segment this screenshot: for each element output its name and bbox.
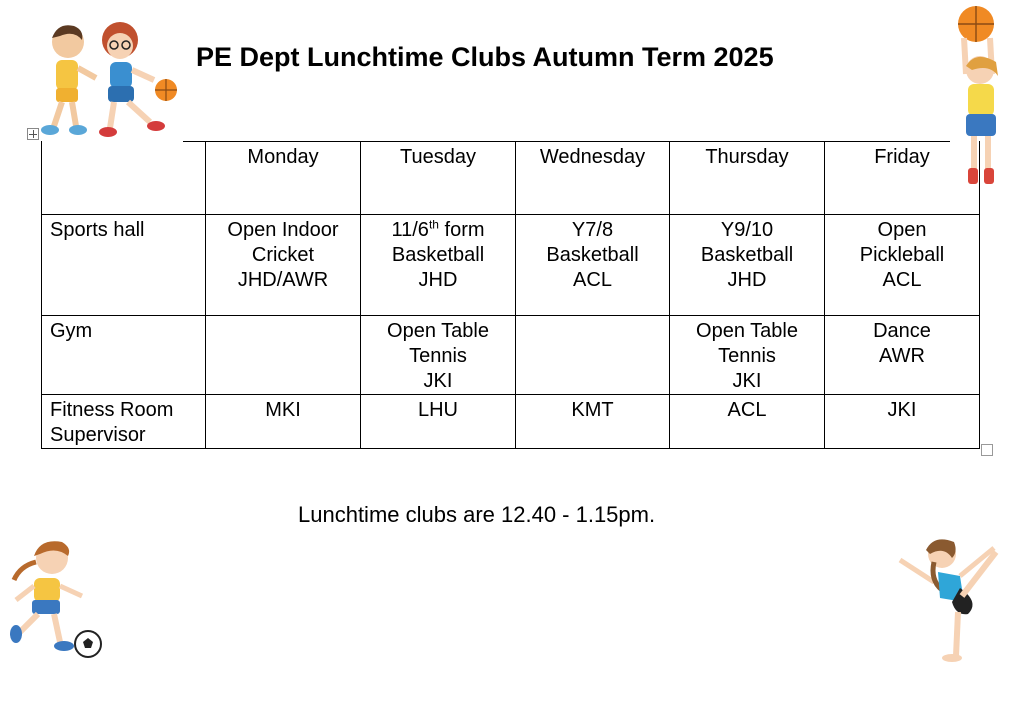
page-title: PE Dept Lunchtime Clubs Autumn Term 2025 [196, 42, 774, 72]
basketball-kids-icon [38, 18, 180, 142]
header-monday: Monday [206, 142, 361, 215]
table-move-handle[interactable] [27, 128, 39, 140]
cell-sports-hall-friday: Open Pickleball ACL [825, 215, 980, 316]
header-tuesday: Tuesday [361, 142, 516, 215]
cell-sports-hall-wednesday: Y7/8 Basketball ACL [516, 215, 670, 316]
corner-cell [42, 142, 206, 215]
cell-fitness-wednesday: KMT [516, 395, 670, 449]
cell-sports-hall-tuesday: 11/6th form Basketball JHD [361, 215, 516, 316]
clubs-timetable [41, 141, 980, 449]
header-friday: Friday [825, 142, 980, 215]
cell-sports-hall-thursday: Y9/10 Basketball JHD [670, 215, 825, 316]
gymnast-girl-icon [894, 532, 1006, 664]
row-label-fitness-room-supervisor: Fitness Room Supervisor [42, 395, 206, 449]
row-label-gym: Gym [42, 316, 206, 395]
cell-gym-friday: Dance AWR [825, 316, 980, 395]
cell-fitness-monday: MKI [206, 395, 361, 449]
cell-gym-monday [206, 316, 361, 395]
cell-gym-tuesday: Open Table Tennis JKI [361, 316, 516, 395]
table-resize-handle[interactable] [981, 444, 993, 456]
header-wednesday: Wednesday [516, 142, 670, 215]
cell-fitness-friday: JKI [825, 395, 980, 449]
football-girl-icon [6, 536, 106, 660]
header-thursday: Thursday [670, 142, 825, 215]
row-label-sports-hall: Sports hall [42, 215, 206, 316]
club-times-note: Lunchtime clubs are 12.40 - 1.15pm. [298, 502, 656, 527]
cell-fitness-tuesday: LHU [361, 395, 516, 449]
cell-gym-wednesday [516, 316, 670, 395]
cell-fitness-thursday: ACL [670, 395, 825, 449]
cell-gym-thursday: Open Table Tennis JKI [670, 316, 825, 395]
cell-sports-hall-monday: Open Indoor Cricket JHD/AWR [206, 215, 361, 316]
